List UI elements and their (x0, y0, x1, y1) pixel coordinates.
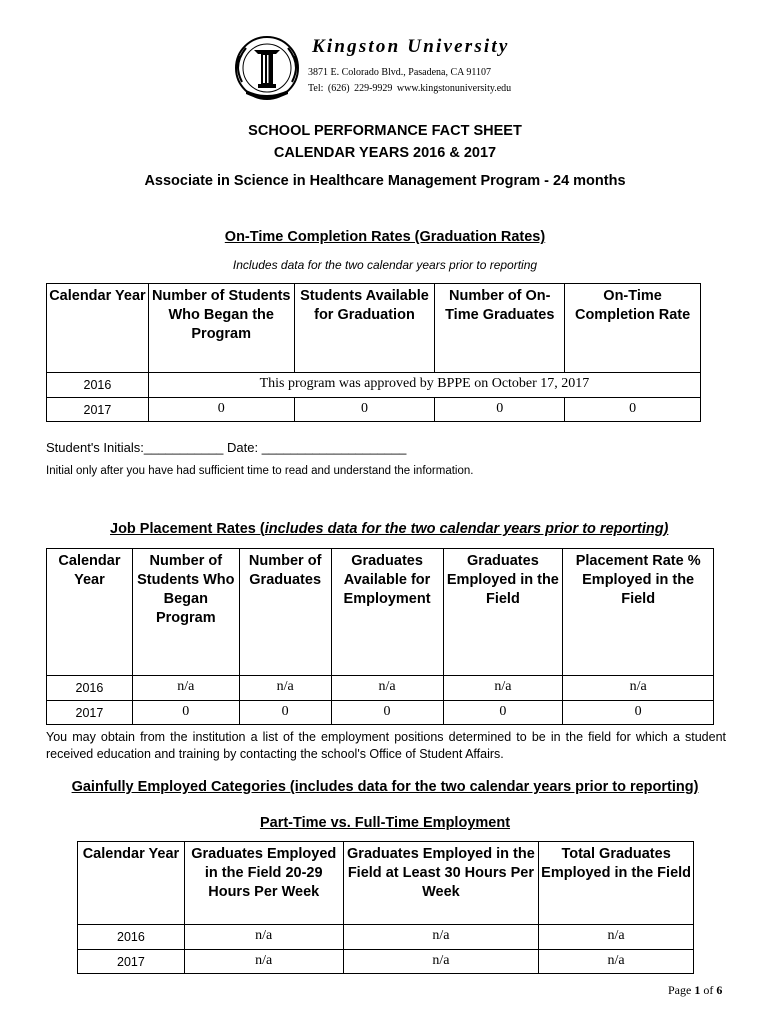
column-header: Total Graduates Employed in the Field (539, 842, 694, 925)
value-cell: 0 (294, 398, 435, 422)
value-cell: 0 (435, 398, 565, 422)
year-cell: 2016 (78, 925, 185, 950)
university-address: 3871 E. Colorado Blvd., Pasadena, CA 91107 (308, 67, 491, 78)
table-row (47, 373, 701, 398)
value-cell: n/a (443, 676, 563, 701)
total-pages: 6 (716, 983, 723, 997)
column-header: Number of On-Time Graduates (435, 284, 565, 373)
column-header: Graduates Available for Employment (331, 549, 443, 676)
placement-section-title (110, 521, 668, 537)
value-cell: n/a (239, 676, 331, 701)
program-name: Associate in Science in Healthcare Management Program - 24 months (144, 173, 626, 189)
table-header-row (78, 842, 694, 925)
table-row (47, 701, 714, 725)
year-cell: 2017 (78, 950, 185, 974)
column-header: Number of Students Who Began the Program (148, 284, 294, 373)
table-header-row (47, 549, 714, 676)
table-row (47, 676, 714, 701)
university-seal-logo (232, 34, 302, 102)
column-header: On-Time Completion Rate (565, 284, 701, 373)
column-header: Graduates Employed in the Field (443, 549, 563, 676)
gainful-section-title: Gainfully Employed Categories (includes data for the two calendar years prior to reporting) (71, 779, 699, 795)
column-header: Calendar Year (47, 549, 133, 676)
job-placement-table (46, 548, 714, 725)
university-name: Kingston University (312, 36, 510, 57)
value-cell: n/a (539, 950, 694, 974)
document-subtitle: CALENDAR YEARS 2016 & 2017 (273, 145, 497, 161)
page-word: Page (668, 983, 695, 997)
page-number (668, 983, 722, 998)
page-of: of (700, 983, 717, 997)
gainful-section-subtitle: Part-Time vs. Full-Time Employment (259, 815, 511, 831)
value-cell: n/a (343, 950, 539, 974)
approval-note-cell: This program was approved by BPPE on October 17, 2017 (148, 373, 700, 398)
initials-note: Initial only after you have had sufficient time to read and understand the information. (46, 465, 474, 477)
current-page: 1 (694, 983, 701, 997)
value-cell: n/a (184, 925, 343, 950)
year-cell: 2016 (47, 373, 149, 398)
value-cell: 0 (239, 701, 331, 725)
student-initials-field: Student's Initials:___________ Date: ____________________ (46, 440, 407, 455)
column-header: Number of Graduates (239, 549, 331, 676)
value-cell: 0 (148, 398, 294, 422)
value-cell: 0 (443, 701, 563, 725)
column-header: Students Available for Graduation (294, 284, 435, 373)
column-header: Calendar Year (78, 842, 185, 925)
employment-positions-note: You may obtain from the institution a list of the employment positions determined to be in the field for which a student received education and training by contacting the school's Office of Student Affairs. (46, 730, 726, 761)
year-cell: 2016 (47, 676, 133, 701)
value-cell: n/a (563, 676, 714, 701)
completion-section-subtitle: Includes data for the two calendar years prior to reporting (232, 258, 538, 272)
placement-title-italic: includes data for the two calendar years prior to reporting) (264, 521, 669, 537)
value-cell: n/a (132, 676, 239, 701)
placement-title-prefix: Job Placement Rates ( (110, 521, 265, 537)
employment-hours-table (77, 841, 694, 974)
column-header: Placement Rate % Employed in the Field (563, 549, 714, 676)
value-cell: 0 (132, 701, 239, 725)
value-cell: n/a (331, 676, 443, 701)
year-cell: 2017 (47, 701, 133, 725)
year-cell: 2017 (47, 398, 149, 422)
table-row (47, 398, 701, 422)
column-header: Graduates Employed in the Field at Least 30 Hours Per Week (343, 842, 539, 925)
value-cell: n/a (343, 925, 539, 950)
column-header: Graduates Employed in the Field 20-29 Hours Per Week (184, 842, 343, 925)
value-cell: n/a (539, 925, 694, 950)
university-contact: Tel: (626) 229-9929 www.kingstonuniversity.edu (308, 83, 512, 94)
completion-rates-table (46, 283, 701, 422)
column-header: Number of Students Who Began Program (132, 549, 239, 676)
value-cell: 0 (565, 398, 701, 422)
completion-section-title: On-Time Completion Rates (Graduation Rates) (224, 229, 546, 245)
table-row (78, 950, 694, 974)
document-title: SCHOOL PERFORMANCE FACT SHEET (248, 123, 522, 139)
value-cell: n/a (184, 950, 343, 974)
table-row (78, 925, 694, 950)
column-header: Calendar Year (47, 284, 149, 373)
value-cell: 0 (331, 701, 443, 725)
value-cell: 0 (563, 701, 714, 725)
table-header-row (47, 284, 701, 373)
